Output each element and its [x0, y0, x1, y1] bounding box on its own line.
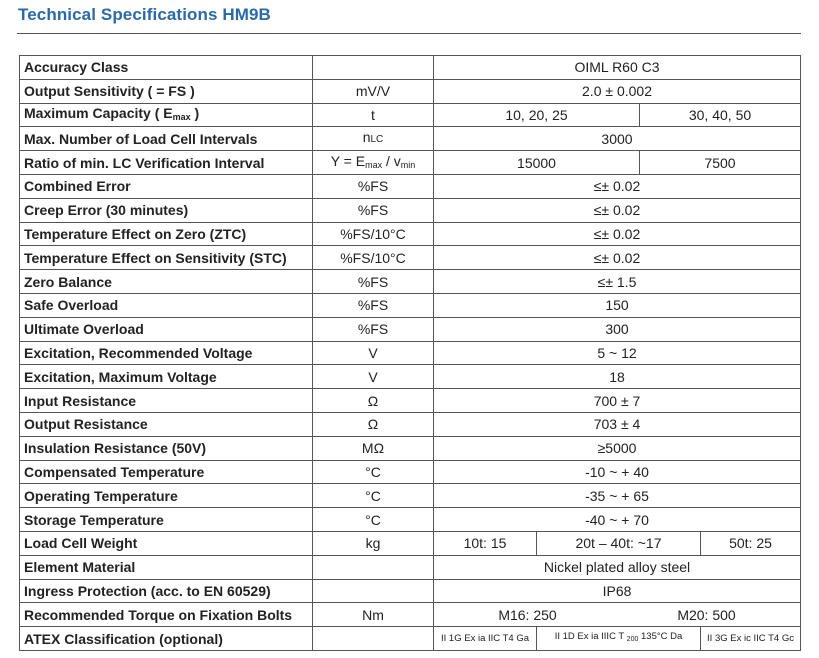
param-label: Operating Temperature — [20, 484, 313, 508]
table-row — [20, 293, 801, 317]
value-cell — [434, 603, 801, 627]
unit-cell — [313, 579, 434, 603]
unit-cell — [313, 555, 434, 579]
param-label: Combined Error — [20, 174, 313, 198]
table-row — [20, 412, 801, 436]
table-row — [20, 365, 801, 389]
value-cell: 3000 — [434, 127, 801, 151]
table-row — [20, 627, 801, 651]
param-label: Ultimate Overload — [20, 317, 313, 341]
unit-cell: %FS/10°C — [313, 246, 434, 270]
table-row — [20, 174, 801, 198]
unit-cell: Ω — [313, 412, 434, 436]
table-row — [20, 603, 801, 627]
value-cell: 703 ± 4 — [434, 412, 801, 436]
table-row — [20, 579, 801, 603]
table-row — [20, 484, 801, 508]
value-cell: 10, 20, 25 — [434, 103, 640, 127]
page-title: Technical Specifications HM9B — [18, 5, 271, 24]
value-cell: 18 — [434, 365, 801, 389]
value-cell: II 1D Ex ia IIIC T $_{200}$ 135°C Da — [537, 627, 701, 651]
unit-cell: V — [313, 341, 434, 365]
param-label: Storage Temperature — [20, 508, 313, 532]
unit-cell: t — [313, 103, 434, 127]
value-cell: -40 ~ + 70 — [434, 508, 801, 532]
unit-cell: Nm — [313, 603, 434, 627]
value-cell: ≤± 0.02 — [434, 198, 801, 222]
table-row — [20, 222, 801, 246]
unit-cell — [313, 56, 434, 80]
table-row — [20, 270, 801, 294]
param-label: Input Resistance — [20, 389, 313, 413]
value-cell: 5 ~ 12 — [434, 341, 801, 365]
param-label: Ingress Protection (acc. to EN 60529) — [20, 579, 313, 603]
table-row — [20, 436, 801, 460]
param-label: Output Resistance — [20, 412, 313, 436]
param-label: Output Sensitivity ( = FS ) — [20, 79, 313, 103]
param-label: Max. Number of Load Cell Intervals — [20, 127, 313, 151]
param-label: ATEX Classification (optional) — [20, 627, 313, 651]
unit-cell: %FS/10°C — [313, 222, 434, 246]
value-cell: II 1G Ex ia IIC T4 Ga — [434, 627, 537, 651]
table-row — [20, 341, 801, 365]
value-cell: OIML R60 C3 — [434, 56, 801, 80]
table-row — [20, 79, 801, 103]
unit-cell: nLC — [313, 127, 434, 151]
param-label: Ratio of min. LC Verification Interval — [20, 151, 313, 175]
param-label: Insulation Resistance (50V) — [20, 436, 313, 460]
unit-cell: %FS — [313, 198, 434, 222]
table-row — [20, 151, 801, 175]
unit-cell — [313, 627, 434, 651]
unit-cell: %FS — [313, 293, 434, 317]
unit-cell: V — [313, 365, 434, 389]
value-cell: 20t – 40t: ~17 — [537, 531, 701, 555]
value-cell: 50t: 25 — [701, 531, 801, 555]
unit-cell: %FS — [313, 317, 434, 341]
table-row — [20, 246, 801, 270]
param-label: Maximum Capacity ( $E_{max}$ ) — [20, 103, 313, 127]
value-cell: ≤± 0.02 — [434, 246, 801, 270]
value-cell: 700 ± 7 — [434, 389, 801, 413]
table-row — [20, 555, 801, 579]
unit-cell: mV/V — [313, 79, 434, 103]
value-cell: ≤± 0.02 — [434, 174, 801, 198]
value-cell: IP68 — [434, 579, 801, 603]
table-row — [20, 460, 801, 484]
table-row — [20, 531, 801, 555]
spec-table — [19, 55, 801, 651]
table-row — [20, 508, 801, 532]
value-cell: 7500 — [640, 151, 801, 175]
table-row — [20, 389, 801, 413]
value-cell: ≤± 1.5 — [434, 270, 801, 294]
param-label: Load Cell Weight — [20, 531, 313, 555]
value-cell: Nickel plated alloy steel — [434, 555, 801, 579]
param-label: Temperature Effect on Sensitivity (STC) — [20, 246, 313, 270]
table-row — [20, 317, 801, 341]
unit-cell: kg — [313, 531, 434, 555]
value-cell: -35 ~ + 65 — [434, 484, 801, 508]
unit-cell: MΩ — [313, 436, 434, 460]
param-label: Excitation, Maximum Voltage — [20, 365, 313, 389]
param-label: Zero Balance — [20, 270, 313, 294]
table-row — [20, 127, 801, 151]
unit-cell: %FS — [313, 174, 434, 198]
value-cell: II 3G Ex ic IIC T4 Gc — [701, 627, 801, 651]
torque-m16: M16: 250 — [498, 606, 557, 623]
value-cell: ≥5000 — [434, 436, 801, 460]
unit-cell: °C — [313, 508, 434, 532]
unit-cell: $Y = E_{max} / v_{min}$ — [313, 151, 434, 175]
param-label: Safe Overload — [20, 293, 313, 317]
unit-cell: °C — [313, 484, 434, 508]
param-label: Accuracy Class — [20, 56, 313, 80]
param-label: Temperature Effect on Zero (ZTC) — [20, 222, 313, 246]
value-cell: 10t: 15 — [434, 531, 537, 555]
param-label: Recommended Torque on Fixation Bolts — [20, 603, 313, 627]
table-row — [20, 56, 801, 80]
value-cell: ≤± 0.02 — [434, 222, 801, 246]
unit-cell: °C — [313, 460, 434, 484]
value-cell: 300 — [434, 317, 801, 341]
unit-cell: %FS — [313, 270, 434, 294]
title-divider — [17, 33, 801, 34]
table-row — [20, 198, 801, 222]
value-cell: -10 ~ + 40 — [434, 460, 801, 484]
value-cell: 15000 — [434, 151, 640, 175]
table-row — [20, 103, 801, 127]
param-label: Creep Error (30 minutes) — [20, 198, 313, 222]
torque-m20: M20: 500 — [677, 606, 736, 623]
param-label: Element Material — [20, 555, 313, 579]
value-cell: 150 — [434, 293, 801, 317]
param-label: Compensated Temperature — [20, 460, 313, 484]
param-label: Excitation, Recommended Voltage — [20, 341, 313, 365]
value-cell: 30, 40, 50 — [640, 103, 801, 127]
value-cell: 2.0 ± 0.002 — [434, 79, 801, 103]
unit-cell: Ω — [313, 389, 434, 413]
